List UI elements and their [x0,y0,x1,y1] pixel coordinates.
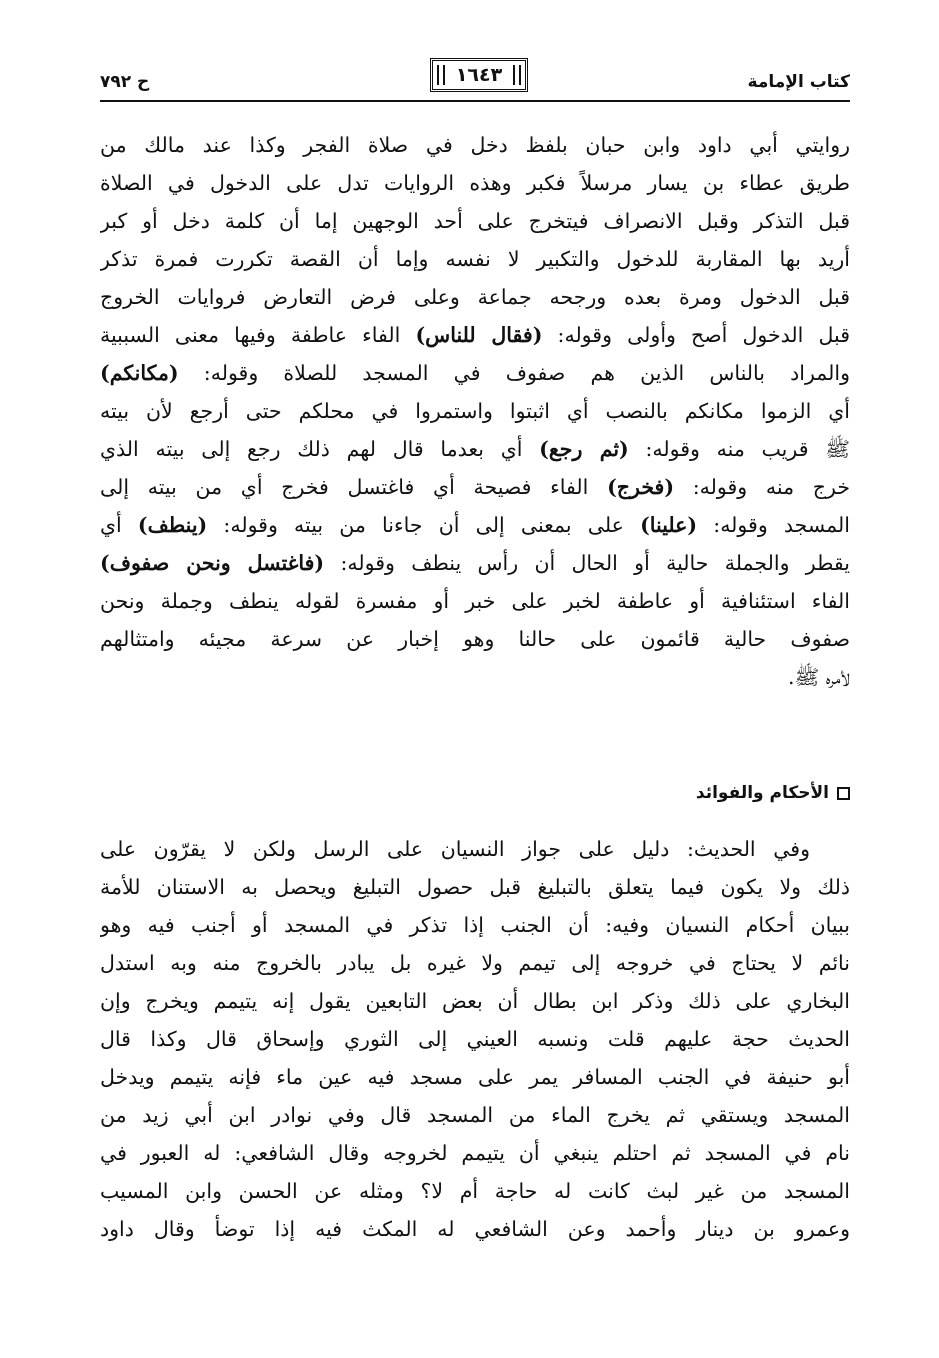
page-number-frame [430,58,528,92]
text-segment: يقطر والجملة حالية أو الحال أن رأس ينطف وقوله: [324,551,850,575]
text-segment: خرج منه وقوله: [674,475,850,499]
text-segment: ببيان أحكام النسيان وفيه: أن الجنب إذا تذكر في المسجد أو أجنب فيه وهو [100,913,850,937]
text-segment: أريد بها المقاربة للدخول والتكبير لا نفسه وإما أن القصة تكررت فمرة تذكر [100,247,850,271]
text-segment: المسجد من غير لبث كانت له حاجة أم لا؟ ومثله عن الحسن وابن المسيب [100,1179,850,1203]
page-number: ١٦٤٣ [455,64,503,86]
benefits-text [100,830,850,1248]
text-line [100,982,850,1020]
text-segment: الفاء فصيحة أي فاغتسل فخرج أي من بيته إلى [100,475,608,499]
text-segment: طريق عطاء بن يسار مرسلاً فكبر وهذه الروايات تدل على الدخول في الصلاة [100,171,850,195]
text-line [100,1058,850,1096]
text-line [100,1172,850,1210]
quoted-phrase: (فاغتسل ونحن صفوف) [100,551,325,575]
square-bullet-icon [837,787,850,800]
text-segment: نائم لا يحتاج في خروجه إلى تيمم ولا غيره بل يبادر بالخروج منه وبه استدل [100,951,850,975]
text-line [100,506,850,544]
page-header [100,58,850,100]
text-line [100,944,850,982]
text-line [100,868,850,906]
text-line [100,164,850,202]
section-heading-text: الأحكام والفوائد [695,783,829,803]
text-segment: أبو حنيفة في الجنب المسافر يمر على مسجد فيه عين ماء فإنه يتيمم ويدخل [100,1065,850,1089]
commentary-text [100,126,850,696]
quoted-phrase: (فقال للناس) [415,323,543,347]
header-divider [100,100,850,102]
text-line [100,582,850,620]
text-segment: الحديث حجة عليهم قلت ونسبه العيني إلى الثوري وإسحاق قال وكذا قال [100,1027,850,1051]
text-segment: صفوف حالية قائمون على حالنا وهو إخبار عن سرعة مجيئه وامتثالهم [100,627,850,651]
text-segment: لأمره ﷺ. [788,665,850,689]
text-segment: أي [100,513,138,537]
text-segment: ذلك ولا يكون فيما يتعلق بالتبليغ قبل حصول التبليغ ويحصل به الاستنان للأمة [100,875,850,899]
text-line [100,354,850,392]
text-line [100,392,850,430]
text-line [100,906,850,944]
quoted-phrase: (مكانكم) [100,361,179,385]
text-line [100,544,850,582]
text-line [100,620,850,658]
text-segment: الفاء عاطفة وفيها معنى السببية [100,323,416,347]
text-line [100,316,850,354]
quoted-phrase: (علينا) [640,513,698,537]
text-line [100,240,850,278]
quoted-phrase: (فخرج) [607,475,675,499]
text-segment: قبل التذكر وقبل الانصراف فيتخرج على أحد الوجهين إما أن كلمة دخل أو كبر [100,209,850,233]
quoted-phrase: (ثم رجع) [539,437,629,461]
text-line [100,468,850,506]
text-line [100,830,850,868]
text-line [100,278,850,316]
text-segment: روايتي أبي داود وابن حبان بلفظ دخل في صلاة الفجر وكذا عند مالك من [100,133,850,157]
quoted-phrase: (ينطف) [137,513,208,537]
text-segment: المسجد وقوله: [697,513,850,537]
text-segment: أي الزموا مكانكم بالنصب أي اثبتوا واستمروا في محلكم حتى أرجع لأن بيته [100,399,850,423]
text-line [100,1020,850,1058]
text-line [100,1096,850,1134]
text-segment: ﷺ قريب منه وقوله: [628,437,850,461]
text-line [100,430,850,468]
text-segment: المسجد ويستقي ثم يخرج الماء من المسجد قال وفي نوادر ابن أبي زيد من [100,1103,850,1127]
text-segment: قبل الدخول ومرة بعده ورجحه جماعة وعلى فرض التعارض فروايات الخروج [100,285,850,309]
text-segment: والمراد بالناس الذين هم صفوف في المسجد للصلاة وقوله: [178,361,850,385]
text-line [100,1210,850,1248]
section-heading [100,780,850,806]
text-line [100,126,850,164]
text-segment: وفي الحديث: دليل على جواز النسيان على الرسل ولكن لا يقرّون على [100,837,810,861]
text-segment: الفاء استئنافية أو عاطفة لخبر على خبر أو مفسرة لقوله ينطف وجملة ونحن [100,589,850,613]
text-segment: البخاري على ذلك وذكر ابن بطال أن بعض التابعين يقول إنه يتيمم ويخرج وإن [100,989,850,1013]
text-line [100,1134,850,1172]
text-line [100,658,850,696]
chapter-title: كتاب الإمامة [747,72,850,92]
text-segment: قبل الدخول أصح وأولى وقوله: [542,323,850,347]
text-line [100,202,850,240]
text-segment: أي بعدما قال لهم ذلك رجع إلى بيته الذي [100,437,540,461]
hadith-reference: ح ٧٩٢ [100,72,150,92]
text-segment: وعمرو بن دينار وأحمد وعن الشافعي له المكث فيه إذا توضأ وقال داود [100,1217,850,1241]
text-segment: نام في المسجد ثم احتلم ينبغي أن يتيمم لخروجه وقال الشافعي: له العبور في [100,1141,850,1165]
text-segment: على بمعنى إلى أن جاءنا من بيته وقوله: [207,513,641,537]
